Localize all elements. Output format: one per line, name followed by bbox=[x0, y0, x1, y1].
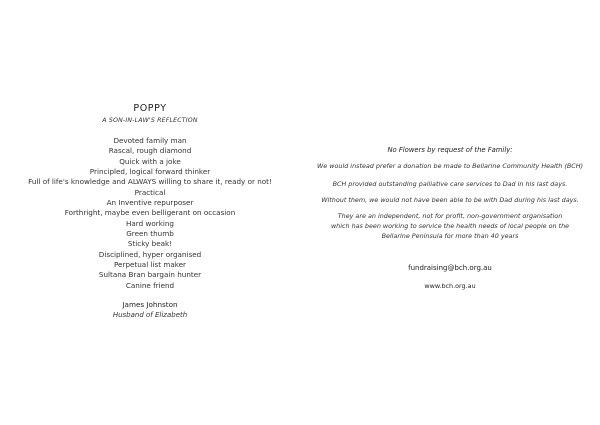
about-line-1: They are an independent, not for profit, non-government organisation bbox=[337, 212, 563, 220]
author-name: James Johnston bbox=[122, 300, 178, 309]
poem-line: Forthright, maybe even belligerant on occasion bbox=[64, 208, 236, 218]
about-line-2: which has been working to service the health needs of local people on the bbox=[330, 222, 570, 230]
about-line-3: Bellarine Peninsula for more than 40 years bbox=[381, 232, 519, 240]
poem-line: Perpetual list maker bbox=[113, 260, 187, 270]
author-relation: Husband of Elizabeth bbox=[112, 311, 188, 319]
poem-title: POPPY bbox=[133, 103, 167, 114]
website-link[interactable]: www.bch.org.au bbox=[424, 282, 476, 290]
poem-line: Sticky beak! bbox=[127, 239, 173, 249]
poem-subtitle: A SON-IN-LAW'S REFLECTION bbox=[102, 117, 198, 124]
poem-line: Rascal, rough diamond bbox=[108, 146, 192, 156]
poem-line: An Inventive repurposer bbox=[106, 198, 194, 208]
thanks-text: Without them, we would not have been able to be with Dad during his last days. bbox=[321, 196, 579, 204]
poem-line: Devoted family man bbox=[113, 136, 187, 145]
poem-line: Quick with a joke bbox=[119, 156, 181, 166]
poem-line: Disciplined, hyper organised bbox=[98, 249, 202, 259]
poem-line: Full of life's knowledge and ALWAYS willing to share it, ready or not! bbox=[28, 177, 272, 187]
poem-line: Green thumb bbox=[126, 229, 174, 239]
poem-line: Canine friend bbox=[125, 280, 175, 290]
poem-line: Sultana Bran bargain hunter bbox=[98, 270, 202, 280]
care-text: BCH provided outstanding palliative care services to Dad in his last days. bbox=[332, 180, 568, 188]
right-panel bbox=[300, 0, 600, 425]
poem-line: Practical bbox=[134, 187, 166, 197]
donation-text: We would instead prefer a donation be made to Bellarine Community Health (BCH) bbox=[316, 162, 584, 170]
fundraising-email-link[interactable]: fundraising@bch.org.au bbox=[408, 264, 492, 272]
poem-line: Principled, logical forward thinker bbox=[89, 167, 211, 177]
poem-lines bbox=[0, 136, 300, 291]
no-flowers-heading: No Flowers by request of the Family: bbox=[387, 146, 513, 154]
poem-line: Hard working bbox=[126, 218, 174, 228]
